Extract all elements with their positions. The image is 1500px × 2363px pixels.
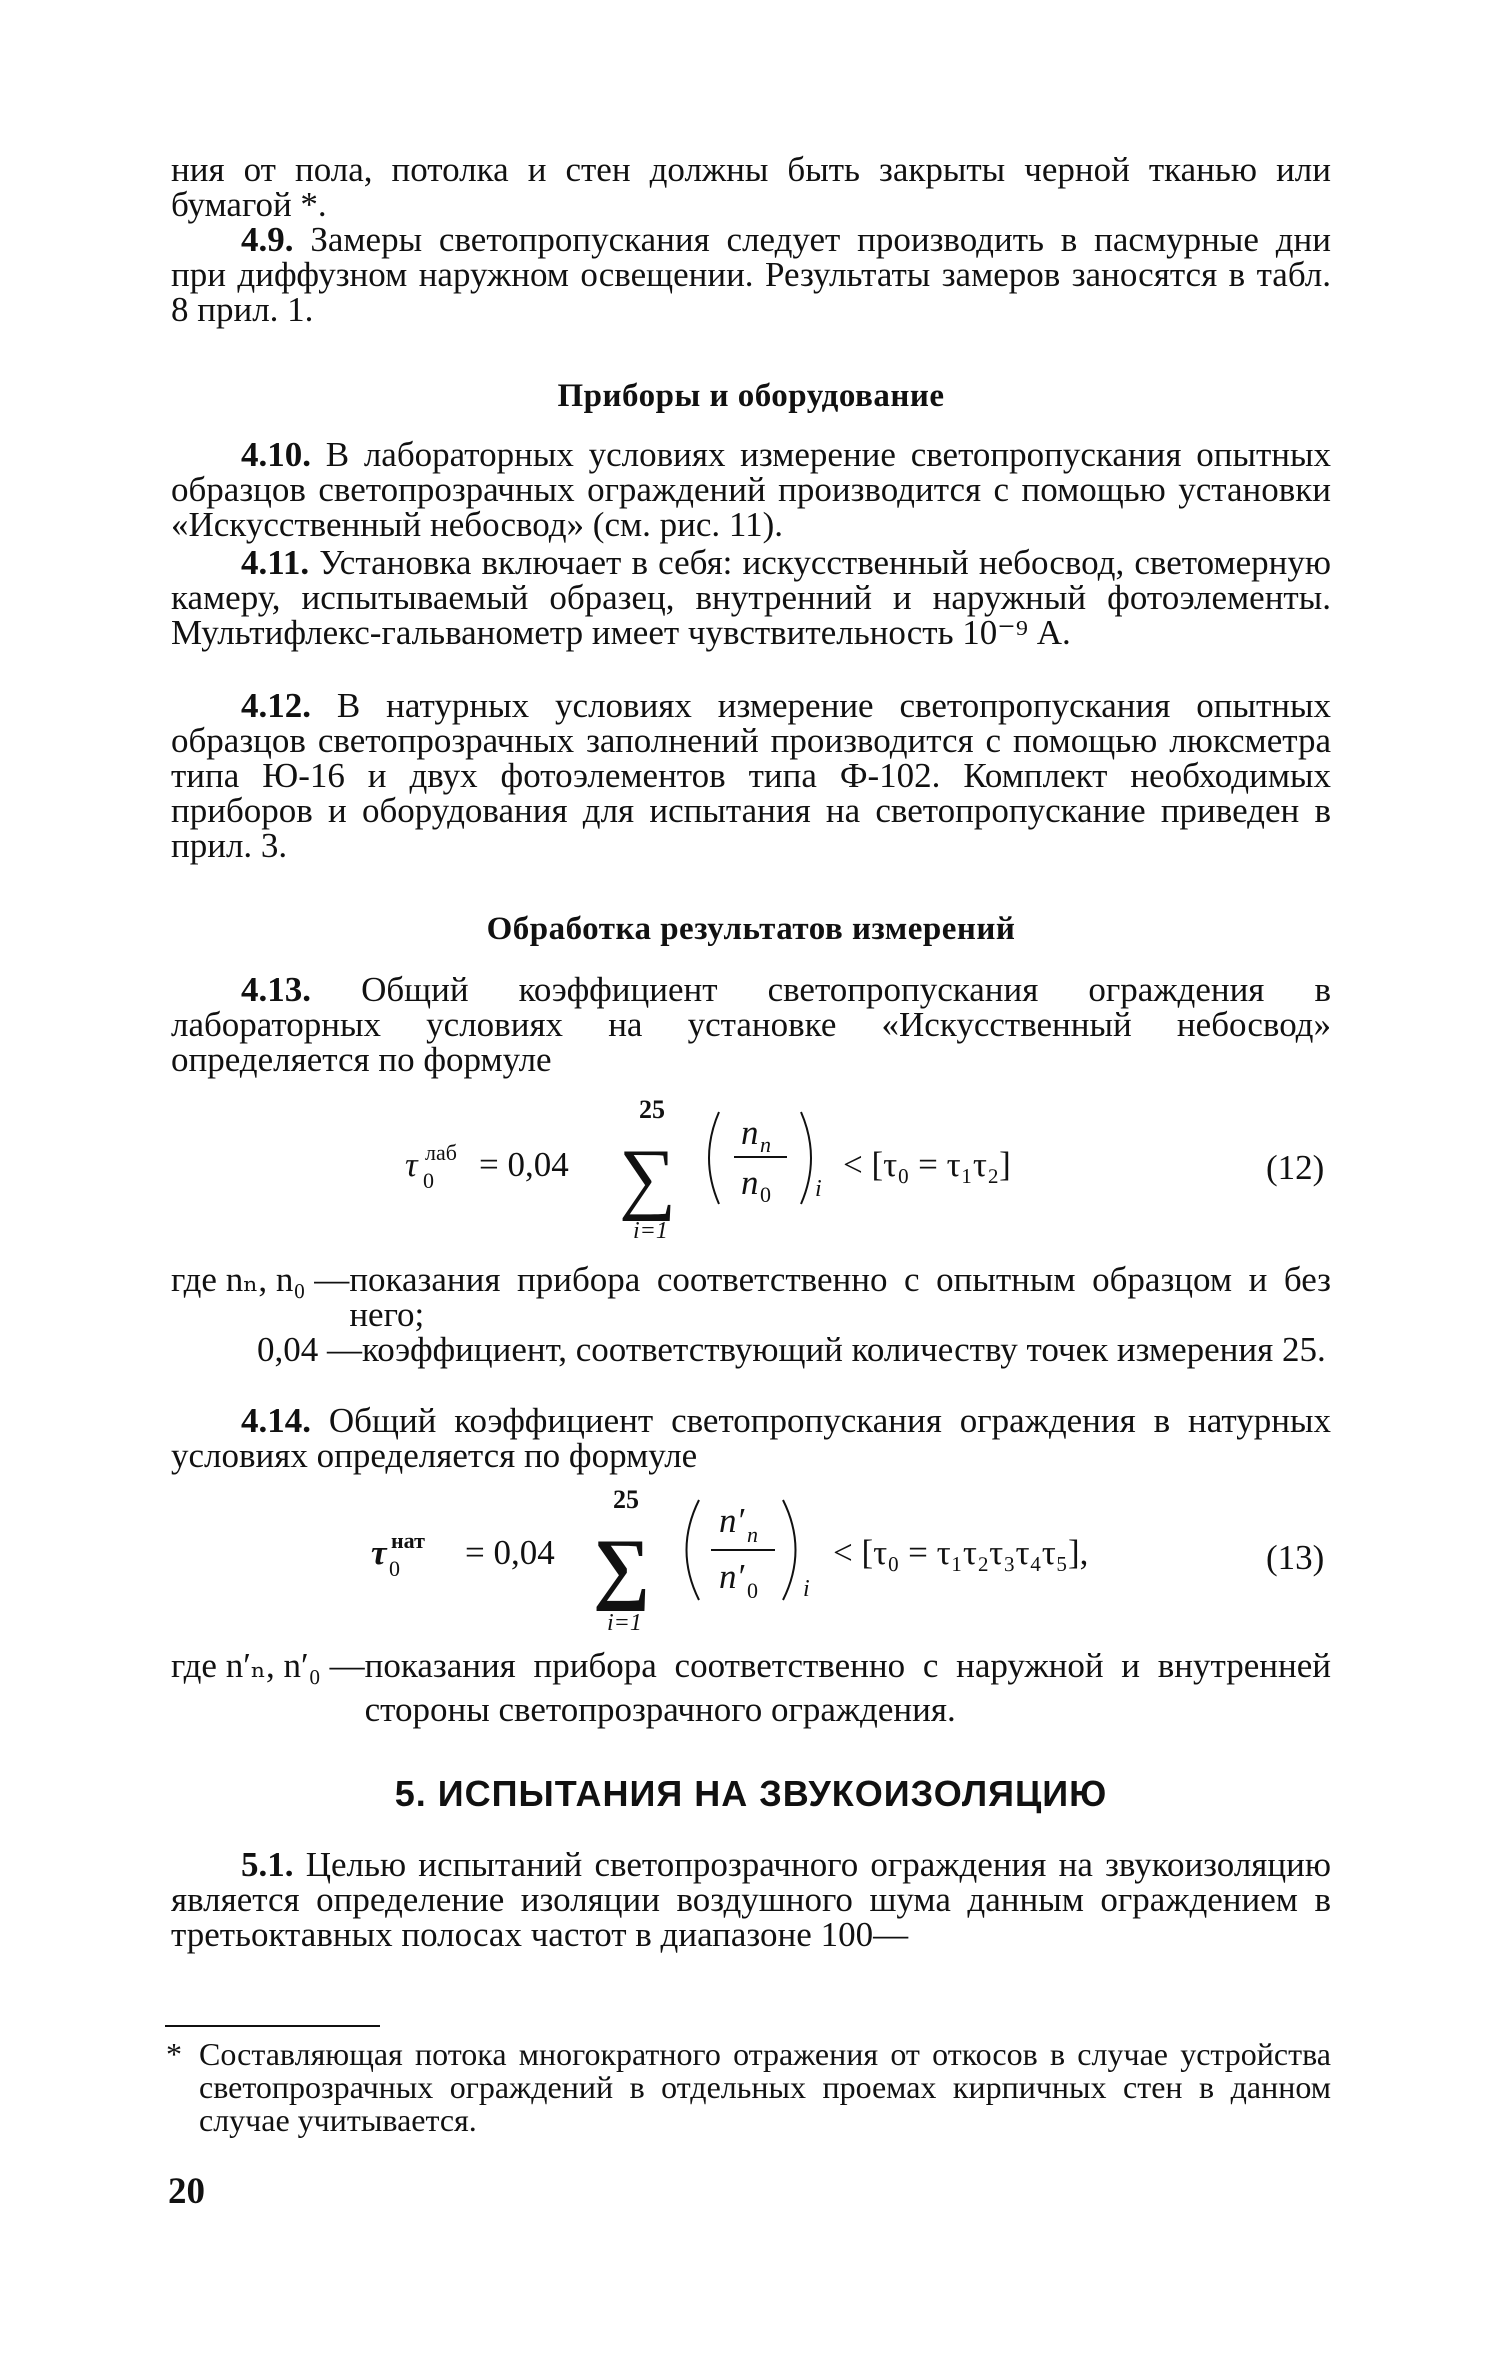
formula-lhs-symbol: τ	[405, 1145, 418, 1184]
definition-term: где nₙ, n₀ —	[171, 1260, 350, 1299]
clause-number: 4.10.	[241, 435, 311, 474]
formula-number: (12)	[1266, 1148, 1325, 1187]
numerator-subscript: n	[747, 1522, 758, 1547]
formula-number: (13)	[1266, 1538, 1325, 1577]
paragraph-4-12	[171, 688, 1331, 863]
paren-index: i	[803, 1576, 810, 1602]
numerator-subscript: n	[760, 1132, 771, 1157]
formula-12-graphic	[171, 1090, 1071, 1250]
section-5-title: 5. ИСПЫТАНИЯ НА ЗВУКОИЗОЛЯЦИЮ	[394, 1773, 1108, 1814]
sum-lower-limit: i=1	[607, 1610, 642, 1636]
formula-coefficient: = 0,04	[465, 1533, 555, 1572]
sum-lower-limit: i=1	[633, 1218, 668, 1244]
clause-number: 4.12.	[241, 686, 311, 725]
fraction-numerator: n′	[719, 1501, 745, 1540]
paragraph-5-1	[171, 1847, 1331, 1952]
paragraph-text: В натурных условиях измерение светопропускания опытных образцов светопрозрачных заполнений производится с помощью люксметра типа Ю-16 и двух фотоэлементов типа Ф-102. Комплект необходимых приборов и оборудования для испытания на светопропускание приведен в прил. 3.	[171, 686, 1331, 865]
formula-13	[171, 1478, 1331, 1638]
formula-13-graphic	[171, 1478, 1089, 1638]
formula-13-definitions	[171, 1648, 1331, 1736]
formula-lhs-subscript: 0	[389, 1556, 400, 1581]
definition-term: где n′ₙ, n′₀ —	[171, 1646, 365, 1685]
fraction-denominator: n	[741, 1163, 759, 1202]
formula-condition: < [τ₀ = τ₁τ₂]	[843, 1145, 1011, 1184]
fraction-numerator: n	[741, 1113, 759, 1152]
fraction-denominator: n′	[719, 1557, 745, 1596]
paragraph-text: Общий коэффициент светопропускания ограждения в лабораторных условиях на установке «Искусственный небосвод» определяется по формуле	[171, 970, 1331, 1079]
footnote-mark: *	[166, 2036, 182, 2072]
paren-index: i	[815, 1176, 822, 1202]
right-paren	[783, 1500, 796, 1600]
formula-condition: < [τ₀ = τ₁τ₂τ₃τ₄τ₅],	[833, 1533, 1089, 1572]
paragraph-text: Целью испытаний светопрозрачного ограждения на звукоизоляцию является определение изоляции воздушного шума данным ограждением в третьоктавных полосах частот в диапазоне 100—	[171, 1845, 1332, 1954]
left-paren	[687, 1500, 700, 1600]
denominator-subscript: 0	[747, 1578, 758, 1603]
denominator-subscript: 0	[760, 1182, 771, 1207]
formula-lhs-superscript: лаб	[425, 1140, 457, 1165]
clause-number: 4.14.	[241, 1401, 311, 1440]
clause-number: 4.13.	[241, 970, 311, 1009]
formula-coefficient: = 0,04	[479, 1145, 569, 1184]
paragraph-text: Замеры светопропускания следует производить в пасмурные дни при диффузном наружном освещении. Результаты замеров заносятся в табл. 8 прил. 1.	[171, 220, 1331, 329]
definition-row	[171, 1648, 1331, 1736]
definition-text: показания прибора соответственно с наружной и внутренней стороны светопрозрачного ограждения.	[364, 1646, 1331, 1729]
definition-row	[171, 1332, 1331, 1367]
paragraph-4-14	[171, 1403, 1331, 1473]
footnote-text: Составляющая потока многократного отражения от откосов в случае устройства светопрозрачных ограждений в отдельных проемах кирпичных стен в данном случае учитывается.	[199, 2036, 1331, 2138]
paragraph-4-13	[171, 972, 1331, 1077]
paragraph-text: В лабораторных условиях измерение светопропускания опытных образцов светопрозрачных ограждений производится с помощью установки «Искусственный небосвод» (см. рис. 11).	[171, 435, 1332, 544]
formula-lhs-symbol: τ	[371, 1533, 387, 1572]
paragraph-4-11	[171, 545, 1331, 650]
footnote	[166, 2036, 1331, 2138]
paragraph-4-10	[171, 437, 1331, 542]
paragraph-continuation	[171, 152, 1331, 222]
sum-upper-limit: 25	[639, 1095, 665, 1124]
paragraph-text: Общий коэффициент светопропускания ограждения в натурных условиях определяется по формуле	[171, 1401, 1331, 1475]
right-paren	[801, 1112, 811, 1204]
heading-processing: Обработка результатов измерений	[486, 911, 1016, 947]
formula-lhs-superscript: нат	[391, 1528, 425, 1553]
clause-number: 4.11.	[241, 543, 310, 582]
paragraph-text: Установка включает в себя: искусственный небосвод, светомерную камеру, испытываемый образец, внутренний и наружный фотоэлементы. Мультифлекс-гальванометр имеет чувствительность 10⁻⁹ А.	[171, 543, 1331, 652]
paragraph-text: ния от пола, потолка и стен должны быть закрыты черной тканью или бумагой *.	[171, 150, 1331, 224]
sum-sign: ∑	[593, 1524, 651, 1612]
formula-12-definitions	[171, 1262, 1331, 1367]
definition-row	[171, 1262, 1331, 1332]
clause-number: 5.1.	[241, 1845, 294, 1884]
formula-12	[171, 1090, 1331, 1250]
definition-text: показания прибора соответственно с опытным образцом и без него;	[349, 1260, 1331, 1334]
definition-text: коэффициент, соответствующий количеству точек измерения 25.	[362, 1330, 1326, 1369]
sum-upper-limit: 25	[613, 1485, 639, 1514]
sum-sign: ∑	[619, 1134, 677, 1222]
definition-term: 0,04 —	[257, 1330, 362, 1369]
footnote-separator	[165, 2025, 380, 2027]
heading-equipment: Приборы и оборудование	[557, 378, 945, 414]
page-number: 20	[168, 2171, 205, 2212]
formula-lhs-subscript: 0	[423, 1168, 434, 1193]
clause-number: 4.9.	[241, 220, 294, 259]
left-paren	[709, 1112, 719, 1204]
paragraph-4-9	[171, 222, 1331, 327]
